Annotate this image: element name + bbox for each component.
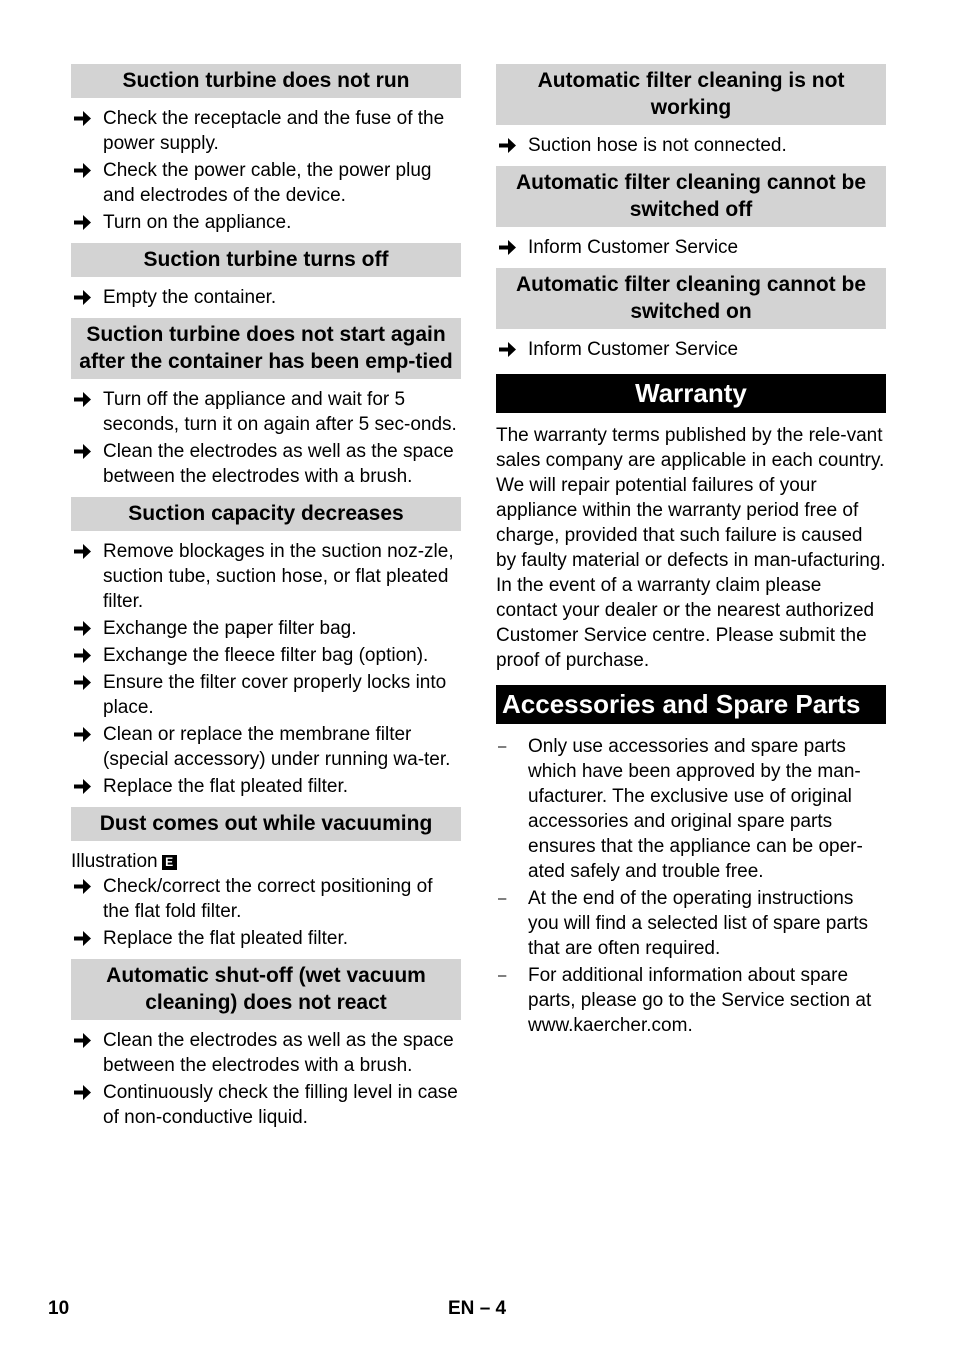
list-item: Inform Customer Service bbox=[496, 337, 886, 362]
arrow-right-icon bbox=[74, 674, 92, 691]
arrow-right-icon bbox=[499, 239, 517, 256]
arrow-right-icon bbox=[74, 1084, 92, 1101]
dash-bullet: – bbox=[498, 890, 507, 907]
heading-filter-cleaning-not-off: Automatic filter cleaning cannot be switched off bbox=[496, 166, 886, 227]
arrow-right-icon bbox=[74, 930, 92, 947]
arrow-right-icon bbox=[74, 162, 92, 179]
list-item: Check the power cable, the power plug and electrodes of the device. bbox=[71, 158, 461, 208]
list-item: – At the end of the operating instructions you will find a selected list of spare parts that are often required. bbox=[498, 888, 869, 959]
arrow-right-icon bbox=[74, 878, 92, 895]
list-item: Exchange the paper filter bag. bbox=[71, 616, 461, 641]
arrow-right-icon bbox=[74, 620, 92, 637]
list-item: Inform Customer Service bbox=[496, 235, 886, 260]
arrow-right-icon bbox=[499, 341, 517, 358]
arrow-right-icon bbox=[74, 443, 92, 460]
list-item: – For additional information about spare parts, please go to the Service section at www.kaercher.com. bbox=[498, 965, 872, 1036]
heading-turbine-turns-off: Suction turbine turns off bbox=[71, 243, 461, 277]
dash-bullet: – bbox=[498, 967, 507, 984]
heading-turbine-not-restart: Suction turbine does not start again after the container has been emp-tied bbox=[71, 318, 461, 379]
list-item: – Only use accessories and spare parts which have been approved by the man-ufacturer. The exclusive use of original accessories and original spare parts ensures that the appliance can be oper-ated safely and trouble free. bbox=[498, 736, 863, 882]
illustration-letter-badge: E bbox=[162, 855, 177, 870]
arrow-right-icon bbox=[74, 778, 92, 795]
list-item: Check the receptacle and the fuse of the power supply. bbox=[71, 106, 461, 156]
right-column bbox=[496, 64, 886, 1040]
arrow-right-icon bbox=[74, 1032, 92, 1049]
list-item: Continuously check the filling level in case of non-conductive liquid. bbox=[71, 1080, 461, 1130]
heading-accessories: Accessories and Spare Parts bbox=[496, 685, 886, 724]
illustration-reference: Illustration E bbox=[71, 849, 461, 874]
warranty-text: The warranty terms published by the rele-vant sales company are applicable in each country. We will repair potential failures of your appliance within the warranty period free of charge, provided that such failure is caused by faulty material or defects in man-ufacturing. In the event of a warranty claim please contact your dealer or the nearest authorized Customer Service centre. Please submit the proof of purchase. bbox=[496, 425, 886, 671]
list-item: Clean the electrodes as well as the space between the electrodes with a brush. bbox=[71, 439, 461, 489]
list-item: Remove blockages in the suction noz-zle, suction tube, suction hose, or flat pleated filter. bbox=[71, 539, 461, 614]
page-number: 10 bbox=[48, 1298, 70, 1319]
heading-turbine-not-run: Suction turbine does not run bbox=[71, 64, 461, 98]
list-item: Check/correct the correct positioning of the flat fold filter. bbox=[71, 874, 461, 924]
arrow-right-icon bbox=[499, 137, 517, 154]
footer-section-label: EN – 4 bbox=[448, 1298, 507, 1319]
heading-dust-comes-out: Dust comes out while vacuuming bbox=[71, 807, 461, 841]
list-item: Turn off the appliance and wait for 5 seconds, turn it on again after 5 sec-onds. bbox=[71, 387, 461, 437]
list-item: Empty the container. bbox=[71, 285, 461, 310]
arrow-right-icon bbox=[74, 289, 92, 306]
heading-filter-cleaning-not-on: Automatic filter cleaning cannot be switched on bbox=[496, 268, 886, 329]
heading-suction-capacity: Suction capacity decreases bbox=[71, 497, 461, 531]
heading-automatic-shutoff: Automatic shut-off (wet vacuum cleaning) does not react bbox=[71, 959, 461, 1020]
arrow-right-icon bbox=[74, 391, 92, 408]
heading-warranty: Warranty bbox=[496, 374, 886, 413]
left-column bbox=[71, 64, 461, 1132]
heading-filter-cleaning-not-working: Automatic filter cleaning is not working bbox=[496, 64, 886, 125]
arrow-right-icon bbox=[74, 214, 92, 231]
list-item: Exchange the fleece filter bag (option). bbox=[71, 643, 461, 668]
arrow-right-icon bbox=[74, 543, 92, 560]
list-item: Clean the electrodes as well as the space between the electrodes with a brush. bbox=[71, 1028, 461, 1078]
list-item: Suction hose is not connected. bbox=[496, 133, 886, 158]
dash-bullet: – bbox=[498, 738, 507, 755]
list-item: Replace the flat pleated filter. bbox=[71, 774, 461, 799]
arrow-right-icon bbox=[74, 647, 92, 664]
list-item: Turn on the appliance. bbox=[71, 210, 461, 235]
arrow-right-icon bbox=[74, 726, 92, 743]
list-item: Ensure the filter cover properly locks into place. bbox=[71, 670, 461, 720]
list-item: Replace the flat pleated filter. bbox=[71, 926, 461, 951]
arrow-right-icon bbox=[74, 110, 92, 127]
list-item: Clean or replace the membrane filter (special accessory) under running wa-ter. bbox=[71, 722, 461, 772]
